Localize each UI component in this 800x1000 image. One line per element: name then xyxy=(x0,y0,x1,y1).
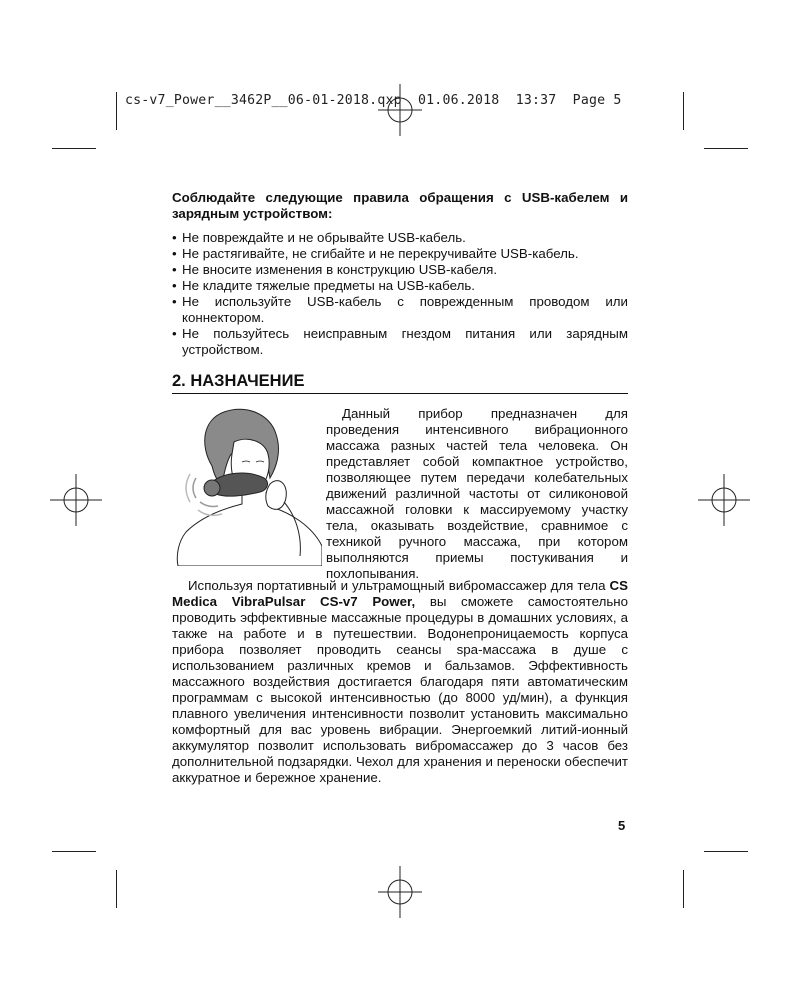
figure-block xyxy=(172,406,628,581)
crop-mark-top-left-vertical xyxy=(116,92,117,130)
list-item: • Не пользуйтесь неисправным гнездом питания или зарядным устройством. xyxy=(172,326,628,358)
woman-massage-illustration xyxy=(172,406,322,566)
product-name: CS Medica VibraPulsar CS-v7 Power, xyxy=(172,578,628,609)
registration-mark-right xyxy=(694,470,754,530)
list-item: • Не повреждайте и не обрывайте USB-кабель. xyxy=(172,230,628,246)
crop-mark-bottom-left-horizontal xyxy=(52,851,96,852)
page-number: 5 xyxy=(618,818,626,833)
crop-mark-bottom-right-vertical xyxy=(683,870,684,908)
crop-mark-bottom-right-horizontal xyxy=(704,851,748,852)
registration-mark-top xyxy=(370,80,430,140)
list-item: • Не кладите тяжелые предметы на USB-кабель. xyxy=(172,278,628,294)
usb-rules-list xyxy=(172,230,628,358)
purpose-description: Данный прибор предназначен для проведения интенсивного вибрационного массажа разных частей тела человека. Он представляет собой компактное устройство, позволяющее путем передачи колебательных движений различной частоты от силиконовой массажной головки к массируемому участку тела, оказывать воздействие, сравнимое с техникой ручного массажа, при котором выполняются приемы постукивания и похлопывания. xyxy=(326,406,628,581)
list-item: • Не вносите изменения в конструкцию USB-кабеля. xyxy=(172,262,628,278)
crop-mark-top-right-vertical xyxy=(683,92,684,130)
print-slug-line: cs-v7_Power__3462P__06-01-2018.qxp 01.06.2018 13:37 Page 5 xyxy=(125,93,622,108)
crop-mark-top-right-horizontal xyxy=(704,148,748,149)
crop-mark-top-left-horizontal xyxy=(52,148,96,149)
page-content xyxy=(172,190,628,786)
section-heading: 2. НАЗНАЧЕНИЕ xyxy=(172,371,628,394)
body-paragraph-rest: вы сможете самостоятельно проводить эффективные массажные процедуры в домашних условиях, а также на работе и в путешествии. Водонепроницаемость корпуса прибора позволяет проводить сеансы spa-массажа в душе с использованием различных кремов и бальзамов. Эффективность массажного воздействия достигается благодаря пяти автоматическим программам с высокой интенсивностью (до 8000 уд/мин), а функция плавного увеличения интенсивности позволит установить максимально комфортный для вас уровень вибрации. Энергоемкий литий-ионный аккумулятор позволит использовать вибромассажер до 3 часов без дополнительной подзарядки. Чехол для хранения и переноски обеспечит аккуратное и бережное хранение. xyxy=(172,594,628,785)
list-item: • Не используйте USB-кабель с поврежденным проводом или коннектором. xyxy=(172,294,628,326)
figure-side-text xyxy=(326,406,628,582)
body-paragraph-lead: Используя портативный и ультрамощный вибромассажер для тела xyxy=(188,578,610,593)
registration-mark-left xyxy=(46,470,106,530)
crop-mark-bottom-left-vertical xyxy=(116,870,117,908)
list-item: • Не растягивайте, не сгибайте и не перекручивайте USB-кабель. xyxy=(172,246,628,262)
body-paragraph xyxy=(172,578,628,786)
usb-rules-intro: Соблюдайте следующие правила обращения с USB-кабелем и зарядным устройством: xyxy=(172,190,628,221)
registration-mark-bottom xyxy=(370,862,430,922)
